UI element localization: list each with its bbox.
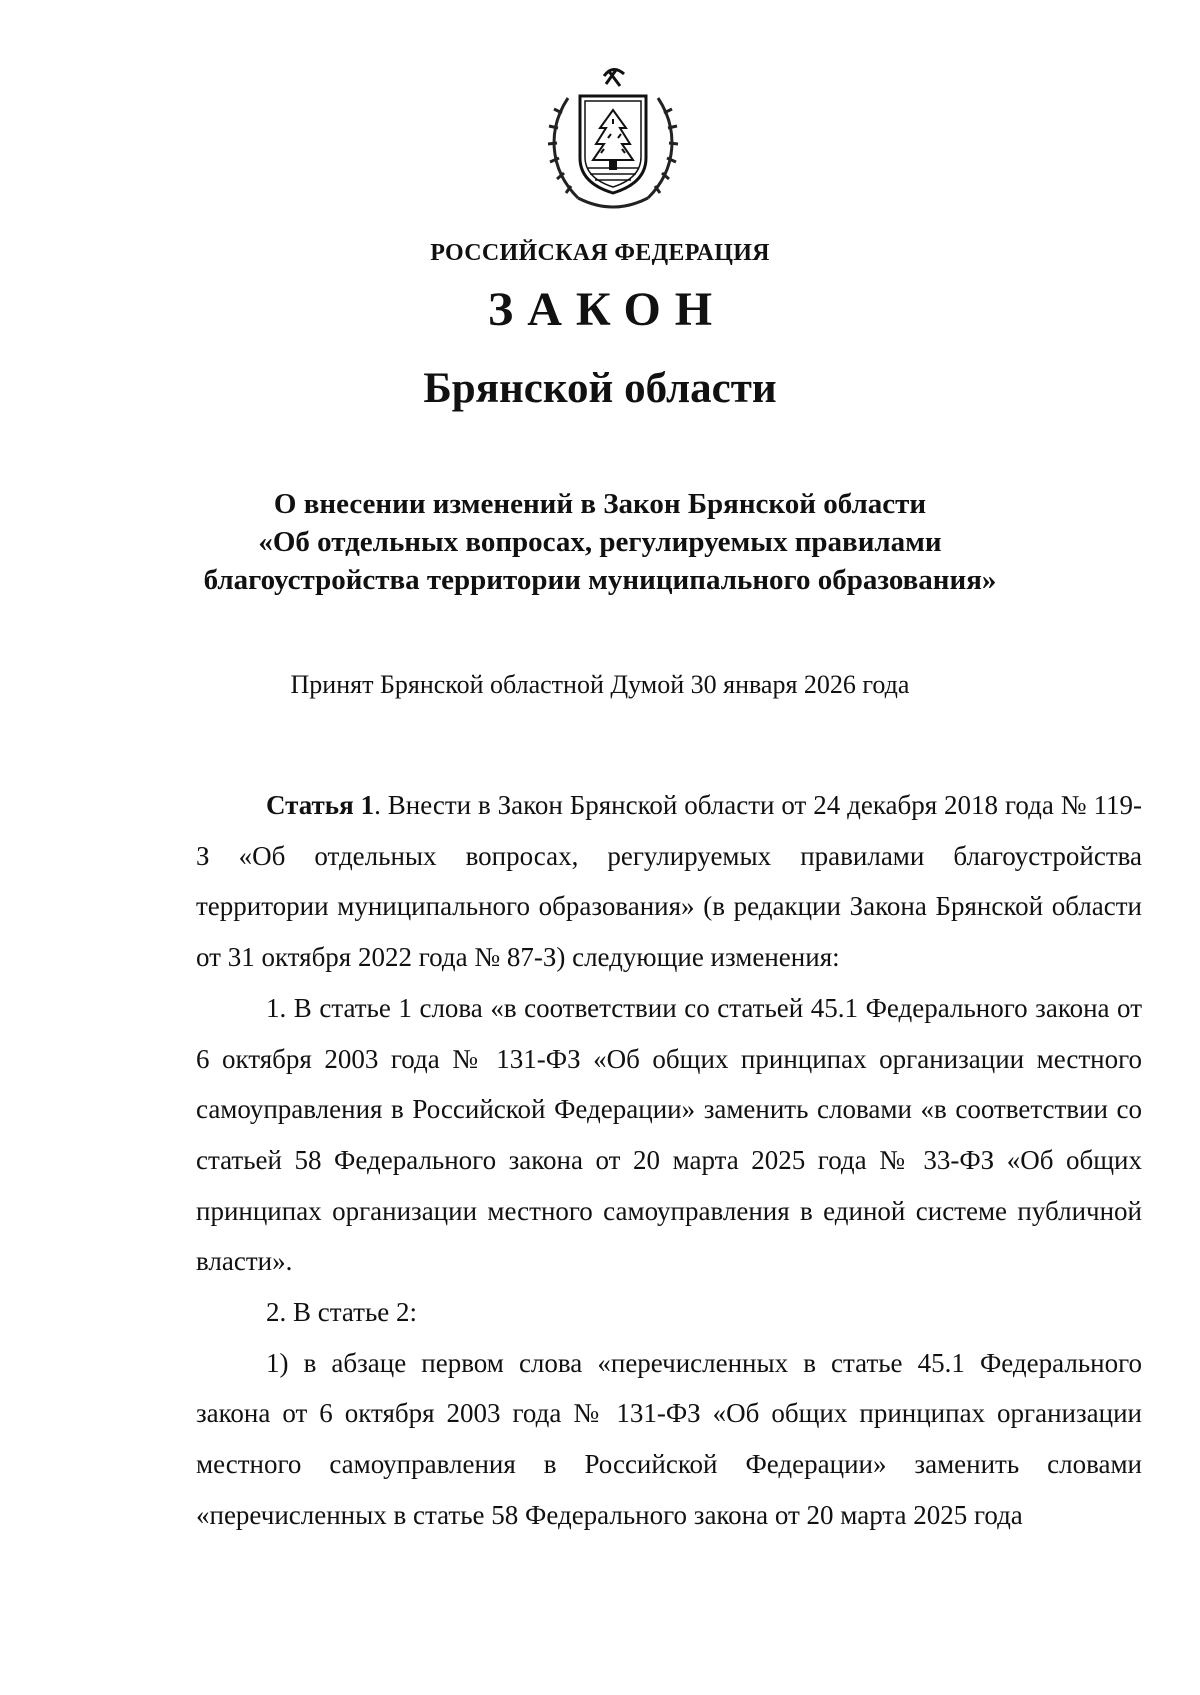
adoption-note: Принят Брянской областной Думой 30 января 2026 года bbox=[290, 670, 910, 699]
coat-of-arms-icon bbox=[538, 58, 688, 218]
country-heading: РОССИЙСКАЯ ФЕДЕРАЦИЯ bbox=[430, 240, 770, 266]
law-title-line-3: благоустройства территории муниципального образования» bbox=[203, 564, 997, 596]
law-title-line-1: О внесении изменений в Закон Брянской области bbox=[273, 488, 927, 520]
article-1-paragraph bbox=[196, 780, 1142, 983]
item-2-paragraph: 2. В статье 2: bbox=[266, 1297, 418, 1328]
item-1-paragraph: 1. В статье 1 слова «в соответствии со статьей 45.1 Федерального закона от 6 октября 2003 года № 131-ФЗ «Об общих принципах организации местного самоуправления в Российской Федерации» заменить словами «в соответствии со статьей 58 Федерального закона от 20 марта 2025 года № 33-ФЗ «Об общих принципах организации местного самоуправления в единой системе публичной власти». bbox=[196, 992, 1142, 1277]
law-body bbox=[196, 780, 1142, 1541]
region-heading: Брянской области bbox=[423, 365, 777, 412]
article-1-text: . Внести в Закон Брянской области от 24 декабря 2018 года № 119-З «Об отдельных вопросах, регулируемых правилами благоустройства территории муниципального образования» (в редакции Закона Брянской области от 31 октября 2022 года № 87-З) следующие изменения: bbox=[196, 790, 1143, 973]
article-1-label: Статья 1 bbox=[266, 790, 375, 820]
law-heading: ЗАКОН bbox=[487, 283, 727, 336]
item-2-subitem-1-paragraph: 1) в абзаце первом слова «перечисленных в статье 45.1 Федерального закона от 6 октября 2003 года № 131-ФЗ «Об общих принципах организации местного самоуправления в Российской Федерации» заменить словами «перечисленных в статье 58 Федерального закона от 20 марта 2025 года bbox=[196, 1347, 1142, 1530]
law-title-line-2: «Об отдельных вопросах, регулируемых правилами bbox=[258, 526, 942, 558]
